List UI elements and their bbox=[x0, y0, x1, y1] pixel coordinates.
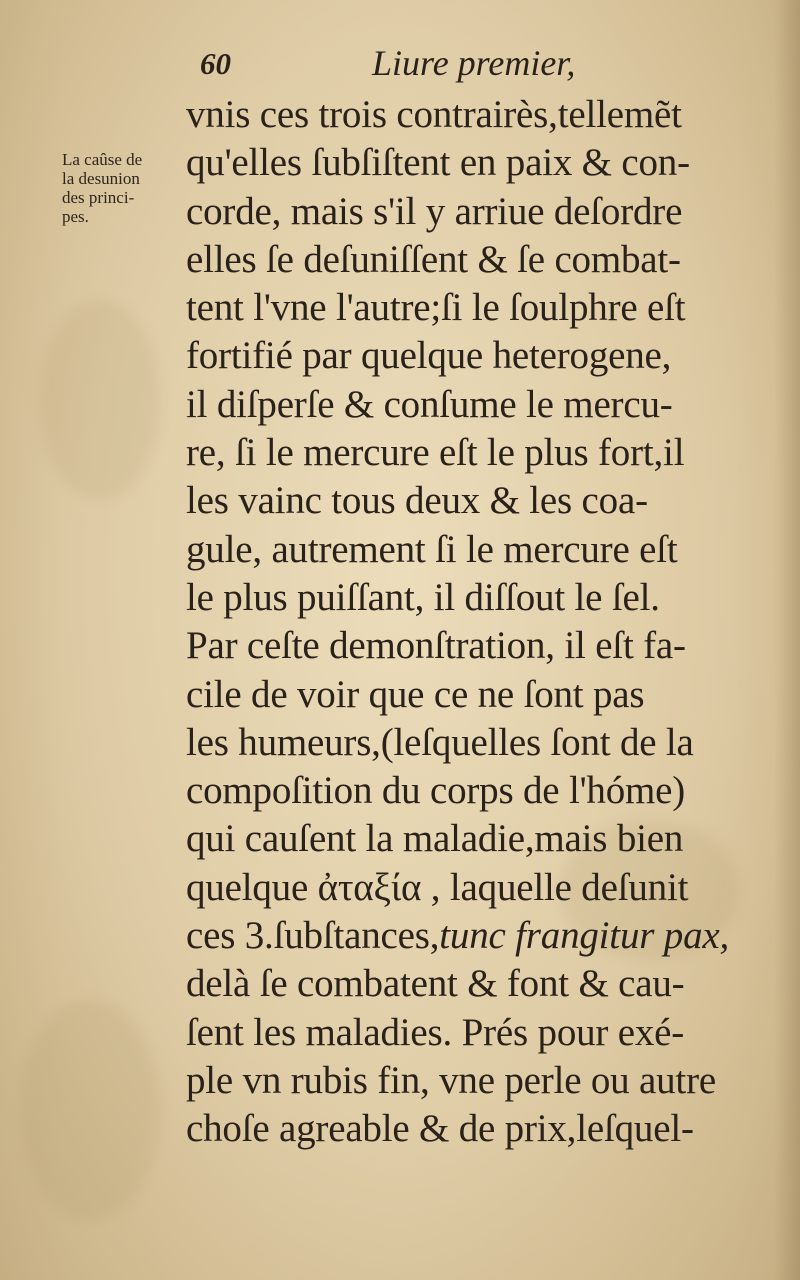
margin-note-line: des princi- bbox=[62, 188, 135, 207]
text-line bbox=[186, 912, 746, 960]
margin-note bbox=[62, 150, 192, 226]
text-line: ple vn rubis fin, vne perle ou autre bbox=[186, 1058, 716, 1102]
text-line: corde, mais s'il y arriue deſordre bbox=[186, 189, 683, 233]
text-line: elles ſe deſuniſſent & ſe combat- bbox=[186, 237, 681, 281]
text-line: qui cauſent la maladie,mais bien bbox=[186, 817, 684, 861]
binding-shadow bbox=[774, 0, 800, 1280]
text-line: choſe agreable & de prix,leſquel- bbox=[186, 1107, 694, 1151]
text-line: delà ſe combatent & font & cau- bbox=[186, 962, 685, 1006]
paper-stain bbox=[20, 1000, 160, 1220]
text-line: il diſperſe & conſume le mercu- bbox=[186, 382, 673, 426]
page-header bbox=[200, 42, 620, 96]
text-line: les humeurs,(leſquelles ſont de la bbox=[186, 720, 694, 764]
running-title: Liure premier, bbox=[372, 43, 576, 83]
margin-note-line: pes. bbox=[62, 207, 89, 226]
body-text bbox=[186, 91, 746, 1154]
text-line: cile de voir que ce ne ſont pas bbox=[186, 672, 645, 716]
margin-note-line: La caûse de bbox=[62, 150, 143, 169]
text-line: quelque ἀταξία , laquelle deſunit bbox=[186, 865, 689, 909]
latin-phrase: tunc frangitur pax, bbox=[439, 914, 730, 958]
text-line: vnis ces trois contrairès,tellemẽt bbox=[186, 93, 682, 136]
text-line: le plus puiſſant, il diſſout le ſel. bbox=[186, 575, 660, 619]
text-line: ſent les maladies. Prés pour exé- bbox=[186, 1010, 685, 1054]
text-line: qu'elles ſubſiſtent en paix & con- bbox=[186, 141, 690, 185]
paper-stain bbox=[40, 300, 160, 500]
text-line: compoſition du corps de l'hóme) bbox=[186, 769, 686, 813]
text-line: Par ceſte demonſtration, il eſt fa- bbox=[186, 624, 686, 668]
text-line: tent l'vne l'autre;ſi le ſoulphre eſt bbox=[186, 286, 686, 330]
text-fragment: ces 3.ſubſtances, bbox=[186, 914, 440, 958]
text-line: gule, autrement ſi le mercure eſt bbox=[186, 527, 678, 571]
text-line: fortifié par quelque heterogene, bbox=[186, 334, 672, 378]
text-line: re, ſi le mercure eſt le plus fort,il bbox=[186, 431, 685, 475]
margin-note-line: la desunion bbox=[62, 169, 140, 188]
text-line: les vainc tous deux & les coa- bbox=[186, 479, 648, 523]
page-number: 60 bbox=[200, 46, 231, 81]
